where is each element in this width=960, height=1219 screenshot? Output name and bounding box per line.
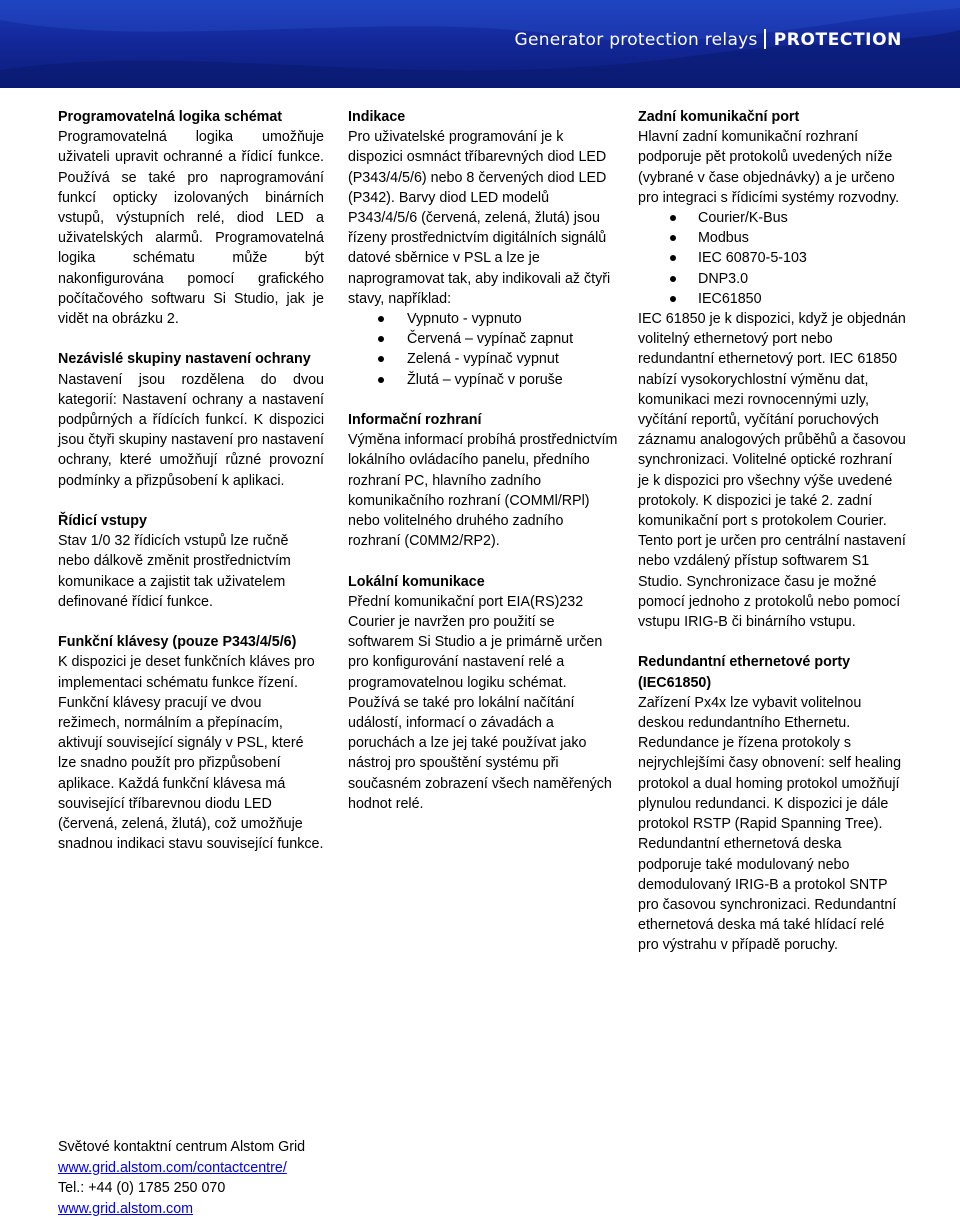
bullet-icon <box>670 235 676 241</box>
section-heading: Zadní komunikační port <box>638 109 800 125</box>
section-heading: Redundantní ethernetové porty (IEC61850) <box>638 654 851 691</box>
list-item <box>348 309 618 329</box>
list-item <box>348 329 618 349</box>
bullet-icon <box>670 296 676 302</box>
section-body: Hlavní zadní komunikační rozhraní podporuje pět protokolů uvedených níže (vybrané v čase objednávky) a je určeno pro integraci s řídicími systémy rozvodny. <box>638 129 900 206</box>
section-setting-groups <box>58 349 324 490</box>
section-indication <box>348 107 618 390</box>
section-body-continued: IEC 61850 je k dispozici, když je objednán volitelný ethernetový port nebo redundantní ethernetový port. IEC 61850 nabízí vysokorychlostní výměnu dat, komunikaci mezi rovnocennými uzly, vyčítání reportů, vyčítání poruchových záznamu analogových průběhů a časovou synchronizaci. Volitelné optické rozhraní je k dispozici pro všechny výše uvedené protokoly. K dispozici je také 2. zadní komunikační port s protokolem Courier. Tento port je určen pro centrální nastavení nebo vzdálený přístup softwarem S1 Studio. Synchronizace času je možné pomocí jednoho z protokolů nebo pomocí vstupu IRIG-B či binárního vstupu. <box>638 311 906 631</box>
list-item-text: Zelená - vypínač vypnut <box>407 351 559 368</box>
section-body: Výměna informací probíhá prostřednictvím lokálního ovládacího panelu, předního rozhraní PC, hlavního zadního komunikačního rozhraní (COMMl/RPl) nebo volitelného druhého zadního rozhraní (C0MM2/RP2). <box>348 432 618 550</box>
bullet-icon <box>378 316 384 322</box>
bullet-icon <box>670 255 676 261</box>
list-item-text: IEC 60870-5-103 <box>698 250 807 267</box>
section-rear-port <box>638 107 906 632</box>
banner-title <box>514 29 902 50</box>
section-heading: Funkční klávesy (pouze P343/4/5/6) <box>58 634 297 651</box>
section-redundant-ethernet <box>638 652 906 955</box>
list-item-text: DNP3.0 <box>698 270 749 287</box>
list-item <box>348 370 618 390</box>
banner-title-text: Generator protection relays <box>514 30 758 50</box>
list-item <box>638 248 906 268</box>
section-body: Přední komunikační port EIA(RS)232 Courier je navržen pro použití se softwarem Si Studio a je primárně určen pro konfigurování nastavení relé a programovatelnou logiku schémat. Používá se také pro lokální načítání událostí, informací o závadách a poruchách a lze jej také používat jako nástroj pro spouštění systému při současném zobrazení všech naměřených hodnot relé. <box>348 593 612 812</box>
list-item-text: Courier/K-Bus <box>698 210 788 227</box>
list-item-text: Modbus <box>698 230 749 247</box>
section-heading: Indikace <box>348 109 406 125</box>
website-link[interactable]: www.grid.alstom.com <box>58 1200 194 1217</box>
section-function-keys <box>58 632 324 854</box>
section-body: Nastavení jsou rozdělena do dvou kategorií: Nastavení ochrany a nastavení podpůrných a řídících funkcí. K dispozici jsou čtyři skupiny nastavení pro nastavení ochrany, které umožňují různé provozní podmínky a přizpůsobení k aplikaci. <box>58 371 324 489</box>
section-info-interface <box>348 410 618 551</box>
section-heading: Informační rozhraní <box>348 412 482 429</box>
protocol-list <box>638 208 906 309</box>
section-heading: Řídicí vstupy <box>58 513 147 530</box>
section-body: K dispozici je deset funkčních kláves pro implementaci schématu funkce řízení. Funkční klávesy pracují ve dvou režimech, normálním a přepínacím, aktivují související signály v PSL, které lze snadno použít pro přizpůsobení aplikace. Každá funkční klávesa má související tříbarevnou diodu LED (červená, zelená, žlutá), což umožňuje snadnou indikaci stavu související funkce. <box>58 654 324 853</box>
bullet-icon <box>670 276 676 282</box>
header-banner <box>0 0 960 88</box>
contact-centre-link[interactable]: www.grid.alstom.com/contactcentre/ <box>58 1159 287 1176</box>
list-item-text: IEC61850 <box>698 290 762 307</box>
column-3 <box>638 107 906 976</box>
bullet-icon <box>378 336 384 342</box>
section-heading: Lokální komunikace <box>348 573 485 590</box>
bullet-icon <box>378 356 384 362</box>
list-item-text: Červená – vypínač zapnut <box>407 331 574 348</box>
list-item <box>348 349 618 369</box>
list-item-text: Vypnuto - vypnuto <box>407 311 522 328</box>
section-local-communication <box>348 572 618 814</box>
banner-separator <box>764 29 766 49</box>
led-state-list <box>348 309 618 390</box>
bullet-icon <box>378 377 384 383</box>
bullet-icon <box>670 215 676 221</box>
list-item <box>638 289 906 309</box>
section-body: Stav 1/0 32 řídicích vstupů lze ručně nebo dálkově změnit prostřednictvím komunikace a zajistit tak uživatelem definované řídicí funkce. <box>58 533 291 610</box>
list-item <box>638 269 906 289</box>
banner-brand: PROTECTION <box>773 30 902 50</box>
footer-contact-centre: Světové kontaktní centrum Alstom Grid <box>58 1139 306 1155</box>
section-body: Zařízení Px4x lze vybavit volitelnou deskou redundantního Ethernetu. Redundance je řízena protokoly s nejrychlejšími časy obnovení: self healing protokol a dual homing protokol umožňují plynulou redundanci. K dispozici je dále protokol RSTP (Rapid Spanning Tree). Redundantní ethernetová deska podporuje také modulovaný nebo demodulovaný IRIG-B a protokol SNTP pro časovou synchronizaci. Redundantní ethernetová deska má také hlídací relé pro výstrahu v případě poruchy. <box>638 694 902 954</box>
section-body: Pro uživatelské programování je k dispozici osmnáct tříbarevných diod LED (P343/4/5/6) nebo 8 červených diod LED (P342). Barvy diod LED modelů P343/4/5/6 (červená, zelená, žlutá) jsou řízeny prostřednictvím digitálních signálů datové sběrnice v PSL a lze je naprogramovat tak, aby indikovali až čtyři stavy, například: <box>348 129 611 307</box>
section-body: Programovatelná logika umožňuje uživateli upravit ochranné a řídicí funkce. Používá se také pro naprogramování funkcí opticky izolovaných binárních vstupů, výstupních relé, diod LED a uživatelských alarmů. Programovatelná logika schématu může být nakonfigurována pomocí grafického počítačového softwaru Si Studio, jak je vidět na obrázku 2. <box>58 129 324 328</box>
footer-phone: Tel.: +44 (0) 1785 250 070 <box>58 1180 226 1196</box>
column-1 <box>58 107 324 875</box>
section-heading: Nezávislé skupiny nastavení ochrany <box>58 351 311 368</box>
column-2 <box>348 107 618 834</box>
list-item <box>638 228 906 248</box>
section-heading: Programovatelná logika schémat <box>58 109 283 125</box>
section-programmable-logic <box>58 107 324 329</box>
footer-contact <box>58 1137 305 1219</box>
list-item <box>638 208 906 228</box>
section-control-inputs <box>58 511 324 612</box>
list-item-text: Žlutá – vypínač v poruše <box>407 371 563 388</box>
